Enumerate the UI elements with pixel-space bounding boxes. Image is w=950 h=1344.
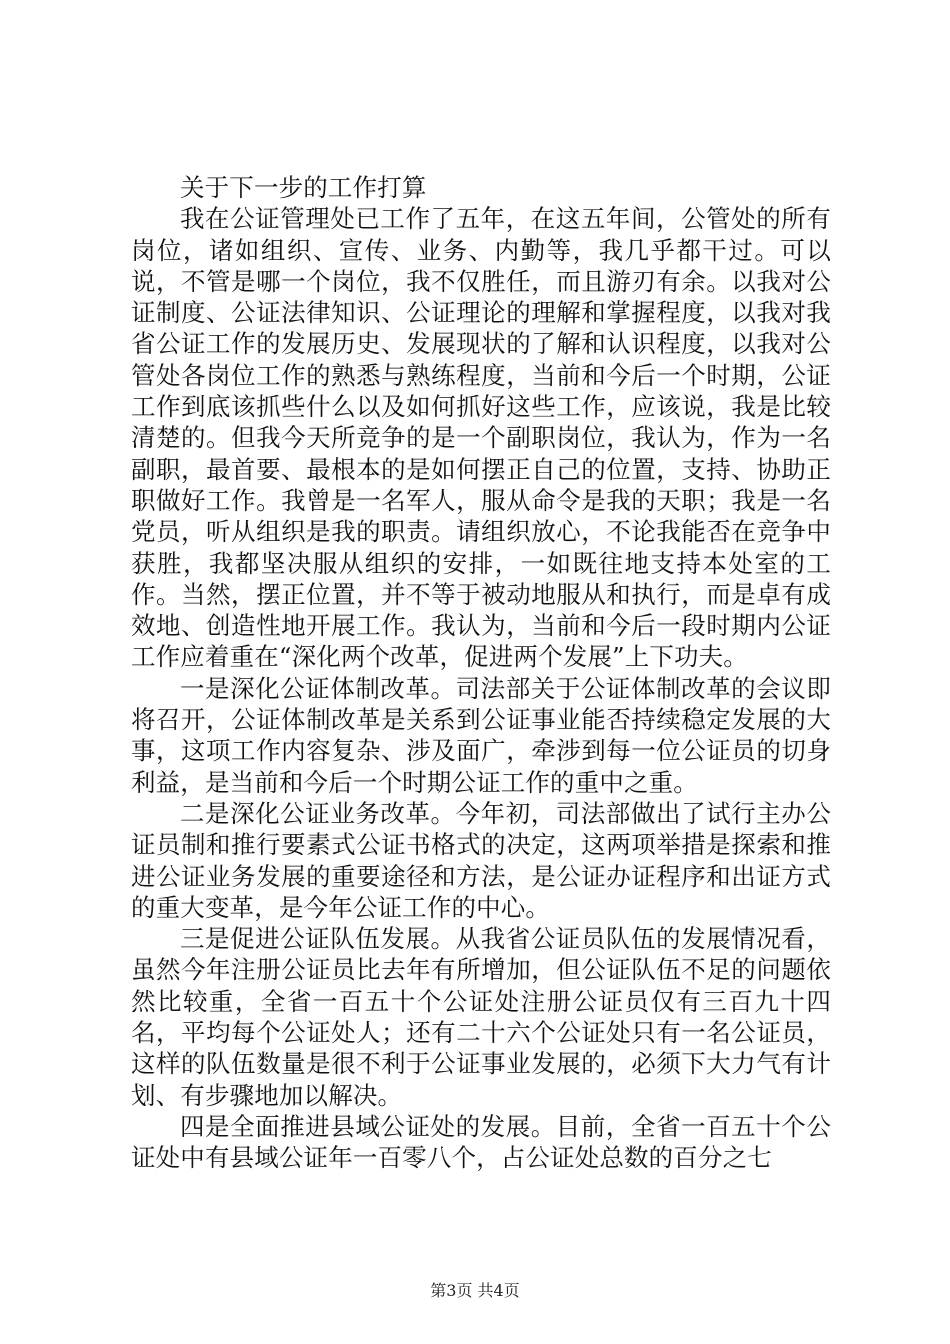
paragraph-point-four: 四是全面推进县域公证处的发展。目前，全省一百五十个公证处中有县域公证年一百零八个，占公证处总数的百分之七 xyxy=(131,1111,831,1173)
paragraph-point-two: 二是深化公证业务改革。今年初，司法部做出了试行主办公证员制和推行要素式公证书格式的决定，这两项举措是探索和推进公证业务发展的重要途径和方法，是公证办证程序和出证方式的重大变革，是今年公证工作的中心。 xyxy=(131,798,831,922)
document-body xyxy=(131,172,831,1174)
paragraph-point-one: 一是深化公证体制改革。司法部关于公证体制改革的会议即将召开，公证体制改革是关系到公证事业能否持续稳定发展的大事，这项工作内容复杂、涉及面广，牵涉到每一位公证员的切身利益，是当前和今后一个时期公证工作的重中之重。 xyxy=(131,673,831,797)
paragraph-intro: 我在公证管理处已工作了五年，在这五年间，公管处的所有岗位，诸如组织、宣传、业务、内勤等，我几乎都干过。可以说，不管是哪一个岗位，我不仅胜任，而且游刃有余。以我对公证制度、公证法律知识、公证理论的理解和掌握程度，以我对我省公证工作的发展历史、发展现状的了解和认识程度，以我对公管处各岗位工作的熟悉与熟练程度，当前和今后一个时期，公证工作到底该抓些什么以及如何抓好这些工作，应该说，我是比较清楚的。但我今天所竞争的是一个副职岗位，我认为，作为一名副职，最首要、最根本的是如何摆正自己的位置，支持、协助正职做好工作。我曾是一名军人，服从命令是我的天职；我是一名党员，听从组织是我的职责。请组织放心，不论我能否在竞争中获胜，我都坚决服从组织的安排，一如既往地支持本处室的工作。当然，摆正位置，并不等于被动地服从和执行，而是卓有成效地、创造性地开展工作。我认为，当前和今后一段时期内公证工作应着重在“深化两个改革，促进两个发展”上下功夫。 xyxy=(131,204,831,672)
paragraph-point-three: 三是促进公证队伍发展。从我省公证员队伍的发展情况看，虽然今年注册公证员比去年有所增加，但公证队伍不足的问题依然比较重，全省一百五十个公证处注册公证员仅有三百九十四名，平均每个公证处人；还有二十六个公证处只有一名公证员，这样的队伍数量是很不利于公证事业发展的，必须下大力气有计划、有步骤地加以解决。 xyxy=(131,924,831,1110)
document-title: 关于下一步的工作打算 xyxy=(180,173,427,202)
page-number-footer: 第3页 共4页 xyxy=(430,1281,520,1300)
